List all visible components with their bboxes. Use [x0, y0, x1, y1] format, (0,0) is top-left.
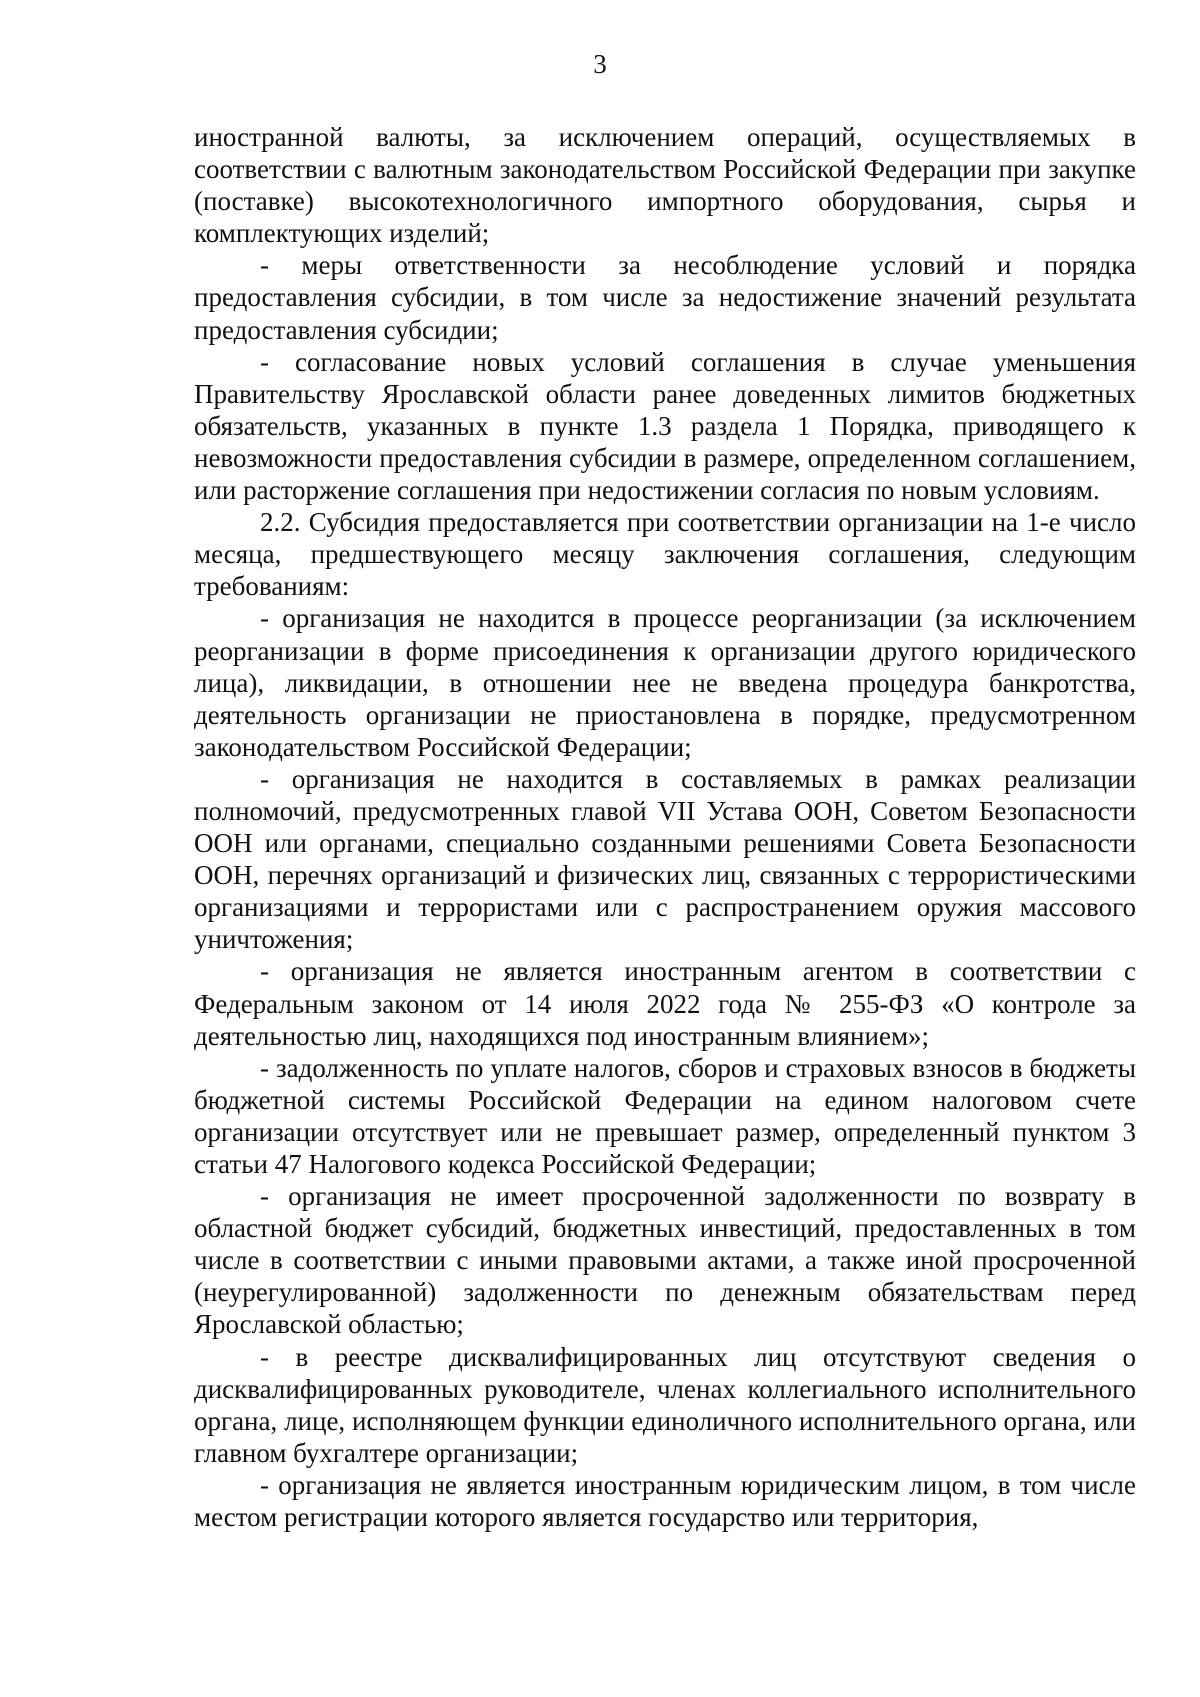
document-body [194, 121, 1136, 1533]
page-number: 3 [593, 49, 607, 79]
paragraph-new-conditions: - согласование новых условий соглашения в случае уменьшения Правительству Ярославской области ранее доведенных лимитов бюджетных обязательств, указанных в пункте 1.3 раздела 1 Порядка, приводящего к невозможности предоставления субсидии в размере, определенном соглашением, или расторжение соглашения при недостижении согласия по новым условиям. [194, 346, 1136, 506]
paragraph-foreign-agent: - организация не является иностранным агентом в соответствии с Федеральным законом от 14 июля 2022 года № 255-ФЗ «О контроле за деятельностью лиц, находящихся под иностранным влиянием»; [194, 956, 1136, 1051]
paragraph-liability-measures: - меры ответственности за несоблюдение условий и порядка предоставления субсидии, в том числе за недостижение значений результата предоставления субсидии; [194, 250, 1136, 345]
paragraph-un-lists: - организация не находится в составляемых в рамках реализации полномочий, предусмотренных главой VII Устава ООН, Советом Безопасности ООН или органами, специально созданными решениями Совета Безопасности ООН, перечнях организаций и физических лиц, связанных с террористическими организациями и террористами или с распространением оружия массового уничтожения; [194, 763, 1136, 955]
paragraph-reorganization: - организация не находится в процессе реорганизации (за исключением реорганизации в форме присоединения к организации другого юридического лица), ликвидации, в отношении нее не введена процедура банкротства, деятельность организации не приостановлена в порядке, предусмотренном законодательством Российской Федерации; [194, 603, 1136, 762]
paragraph-overdue-debt: - организация не имеет просроченной задолженности по возврату в областной бюджет субсидий, бюджетных инвестиций, предоставленных в том числе в соответствии с иными правовыми актами, а также иной просроченной (неурегулированной) задолженности по денежным обязательствам перед Ярославской областью; [194, 1181, 1136, 1340]
paragraph-disqualified-persons: - в реестре дисквалифицированных лиц отсутствуют сведения о дисквалифицированных руководителе, членах коллегиального исполнительного органа, лице, исполняющем функции единоличного исполнительного органа, или главном бухгалтере организации; [194, 1341, 1136, 1468]
paragraph-foreign-legal-entity: - организация не является иностранным юридическим лицом, в том числе местом регистрации которого является государство или территория, [194, 1469, 1136, 1533]
paragraph-tax-debt: - задолженность по уплате налогов, сборов и страховых взносов в бюджеты бюджетной системы Российской Федерации на едином налоговом счете организации отсутствует или не превышает размер, определенный пунктом 3 статьи 47 Налогового кодекса Российской Федерации; [194, 1052, 1136, 1179]
paragraph-section-2-2: 2.2. Субсидия предоставляется при соответствии организации на 1-е число месяца, предшествующего месяцу заключения соглашения, следующим требованиям: [194, 507, 1136, 602]
paragraph-foreign-currency: иностранной валюты, за исключением операций, осуществляемых в соответствии с валютным законодательством Российской Федерации при закупке (поставке) высокотехнологичного импортного оборудования, сырья и комплектующих изделий; [194, 122, 1136, 249]
